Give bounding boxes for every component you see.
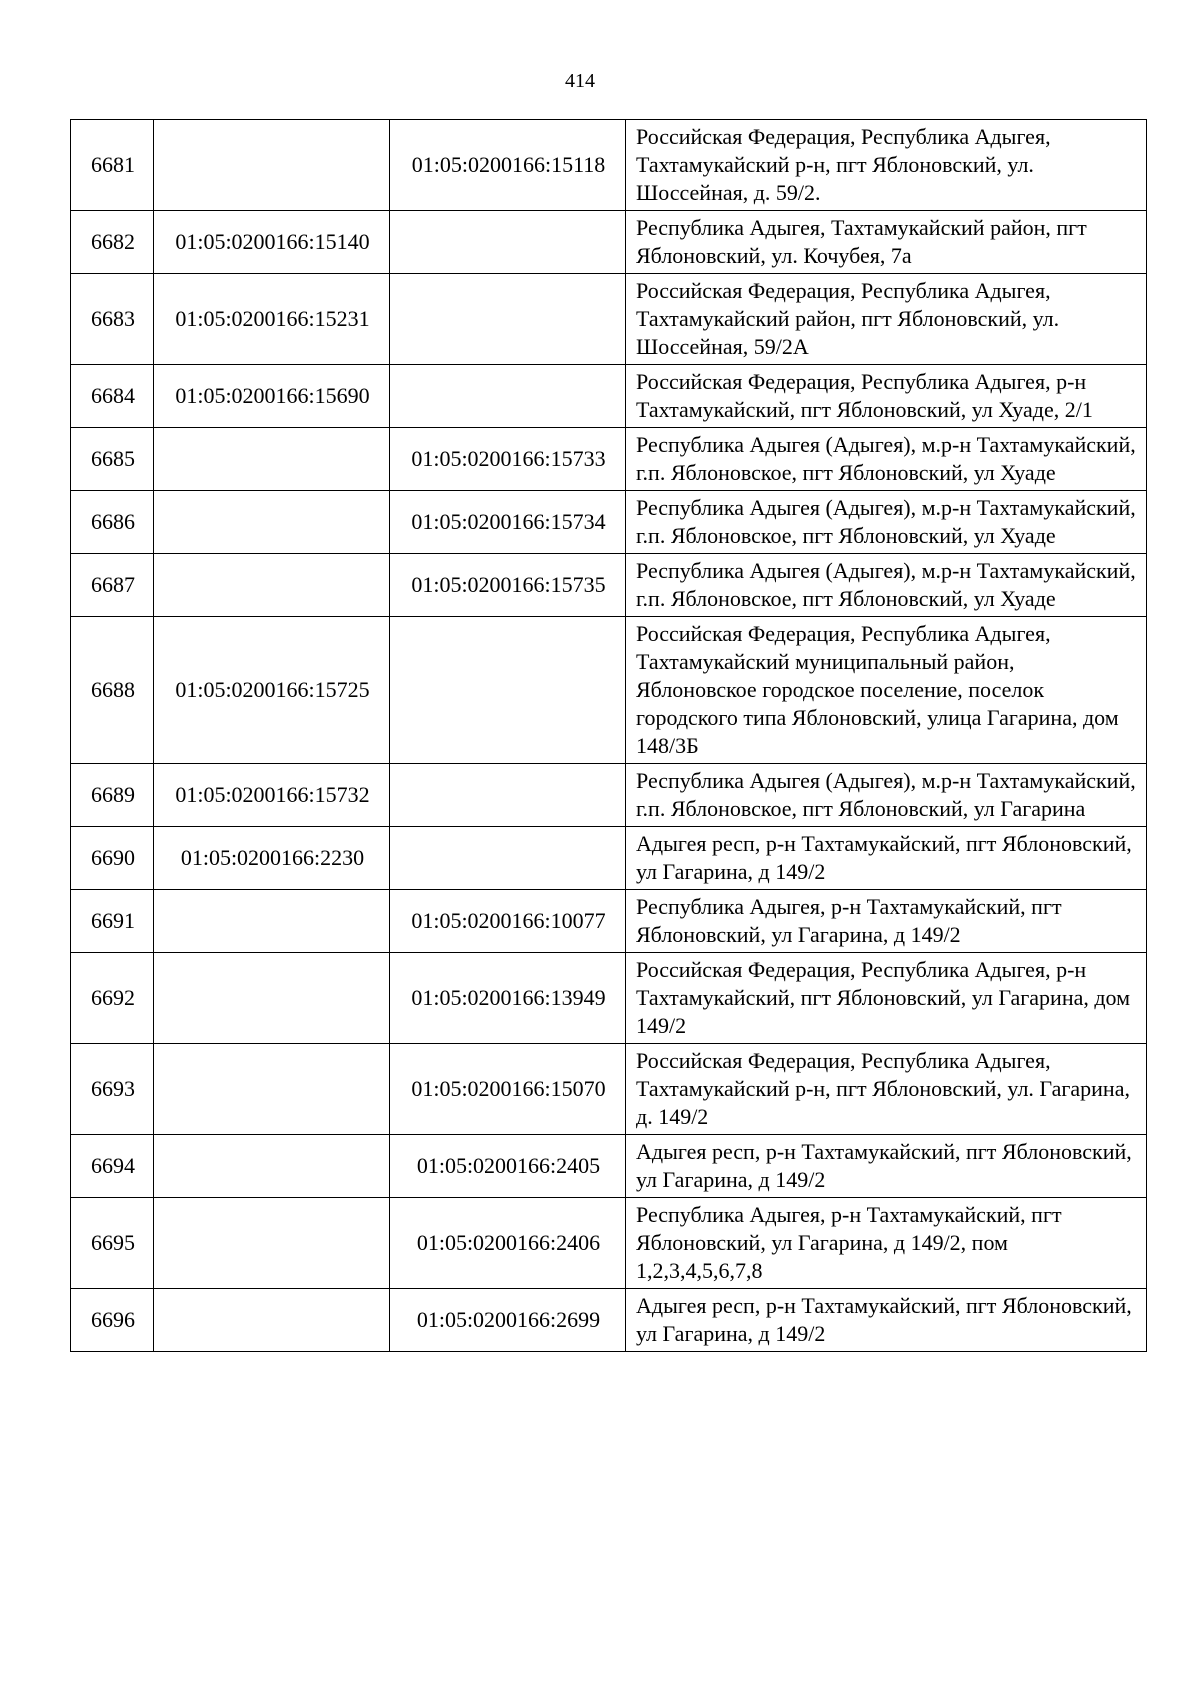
row-number-cell: 6691: [71, 890, 154, 953]
object-cadastral-number-cell: [390, 365, 626, 428]
table-row: [71, 274, 1147, 365]
address-cell: Республика Адыгея (Адыгея), м.р-н Тахтамукайский, г.п. Яблоновское, пгт Яблоновский, ул Гагарина: [626, 764, 1147, 827]
row-number-cell: 6695: [71, 1198, 154, 1289]
cadastral-number-cell: 01:05:0200166:15231: [154, 274, 390, 365]
object-cadastral-number-cell: [390, 211, 626, 274]
cadastral-number-cell: [154, 120, 390, 211]
row-number-cell: 6685: [71, 428, 154, 491]
page-number: 414: [565, 70, 595, 92]
address-cell: Республика Адыгея (Адыгея), м.р-н Тахтамукайский, г.п. Яблоновское, пгт Яблоновский, ул Хуаде: [626, 554, 1147, 617]
registry-table-body: [71, 120, 1147, 1352]
cadastral-number-cell: [154, 428, 390, 491]
row-number-cell: 6694: [71, 1135, 154, 1198]
table-row: [71, 1135, 1147, 1198]
row-number-cell: 6684: [71, 365, 154, 428]
cadastral-number-cell: [154, 1044, 390, 1135]
table-row: [71, 554, 1147, 617]
cadastral-number-cell: 01:05:0200166:15140: [154, 211, 390, 274]
cadastral-number-cell: 01:05:0200166:15690: [154, 365, 390, 428]
table-row: [71, 1044, 1147, 1135]
row-number-cell: 6683: [71, 274, 154, 365]
cadastral-number-cell: [154, 953, 390, 1044]
row-number-cell: 6690: [71, 827, 154, 890]
object-cadastral-number-cell: 01:05:0200166:2405: [390, 1135, 626, 1198]
table-row: [71, 120, 1147, 211]
row-number-cell: 6692: [71, 953, 154, 1044]
address-cell: Российская Федерация, Республика Адыгея, Тахтамукайский район, пгт Яблоновский, ул. Шоссейная, 59/2А: [626, 274, 1147, 365]
cadastral-number-cell: 01:05:0200166:15732: [154, 764, 390, 827]
row-number-cell: 6696: [71, 1289, 154, 1352]
address-cell: Российская Федерация, Республика Адыгея, р-н Тахтамукайский, пгт Яблоновский, ул Гагарина, дом 149/2: [626, 953, 1147, 1044]
table-row: [71, 953, 1147, 1044]
row-number-cell: 6687: [71, 554, 154, 617]
address-cell: Российская Федерация, Республика Адыгея, р-н Тахтамукайский, пгт Яблоновский, ул Хуаде, 2/1: [626, 365, 1147, 428]
table-row: [71, 1198, 1147, 1289]
object-cadastral-number-cell: [390, 274, 626, 365]
cadastral-number-cell: 01:05:0200166:15725: [154, 617, 390, 764]
table-row: [71, 211, 1147, 274]
table-row: [71, 428, 1147, 491]
table-row: [71, 764, 1147, 827]
address-cell: Российская Федерация, Республика Адыгея, Тахтамукайский р-н, пгт Яблоновский, ул. Гагарина, д. 149/2: [626, 1044, 1147, 1135]
cadastral-number-cell: [154, 890, 390, 953]
object-cadastral-number-cell: 01:05:0200166:2406: [390, 1198, 626, 1289]
cadastral-registry-table: [70, 119, 1147, 1352]
object-cadastral-number-cell: 01:05:0200166:15734: [390, 491, 626, 554]
row-number-cell: 6688: [71, 617, 154, 764]
object-cadastral-number-cell: 01:05:0200166:15070: [390, 1044, 626, 1135]
object-cadastral-number-cell: [390, 764, 626, 827]
table-row: [71, 617, 1147, 764]
address-cell: Республика Адыгея (Адыгея), м.р-н Тахтамукайский, г.п. Яблоновское, пгт Яблоновский, ул Хуаде: [626, 491, 1147, 554]
object-cadastral-number-cell: 01:05:0200166:10077: [390, 890, 626, 953]
table-row: [71, 890, 1147, 953]
address-cell: Адыгея респ, р-н Тахтамукайский, пгт Яблоновский, ул Гагарина, д 149/2: [626, 1289, 1147, 1352]
cadastral-number-cell: [154, 1289, 390, 1352]
table-row: [71, 365, 1147, 428]
address-cell: Российская Федерация, Республика Адыгея, Тахтамукайский муниципальный район, Яблоновское городское поселение, поселок городского типа Яблоновский, улица Гагарина, дом 148/3Б: [626, 617, 1147, 764]
object-cadastral-number-cell: [390, 617, 626, 764]
object-cadastral-number-cell: [390, 827, 626, 890]
row-number-cell: 6682: [71, 211, 154, 274]
table-row: [71, 1289, 1147, 1352]
object-cadastral-number-cell: 01:05:0200166:15735: [390, 554, 626, 617]
address-cell: Республика Адыгея, р-н Тахтамукайский, пгт Яблоновский, ул Гагарина, д 149/2: [626, 890, 1147, 953]
cadastral-number-cell: [154, 1198, 390, 1289]
cadastral-number-cell: 01:05:0200166:2230: [154, 827, 390, 890]
cadastral-number-cell: [154, 491, 390, 554]
address-cell: Республика Адыгея (Адыгея), м.р-н Тахтамукайский, г.п. Яблоновское, пгт Яблоновский, ул Хуаде: [626, 428, 1147, 491]
address-cell: Адыгея респ, р-н Тахтамукайский, пгт Яблоновский, ул Гагарина, д 149/2: [626, 1135, 1147, 1198]
row-number-cell: 6681: [71, 120, 154, 211]
cadastral-number-cell: [154, 554, 390, 617]
address-cell: Российская Федерация, Республика Адыгея, Тахтамукайский р-н, пгт Яблоновский, ул. Шоссейная, д. 59/2.: [626, 120, 1147, 211]
object-cadastral-number-cell: 01:05:0200166:15733: [390, 428, 626, 491]
object-cadastral-number-cell: 01:05:0200166:2699: [390, 1289, 626, 1352]
table-row: [71, 491, 1147, 554]
row-number-cell: 6686: [71, 491, 154, 554]
row-number-cell: 6693: [71, 1044, 154, 1135]
cadastral-number-cell: [154, 1135, 390, 1198]
address-cell: Республика Адыгея, р-н Тахтамукайский, пгт Яблоновский, ул Гагарина, д 149/2, пом 1,2,3,4,5,6,7,8: [626, 1198, 1147, 1289]
object-cadastral-number-cell: 01:05:0200166:15118: [390, 120, 626, 211]
row-number-cell: 6689: [71, 764, 154, 827]
address-cell: Адыгея респ, р-н Тахтамукайский, пгт Яблоновский, ул Гагарина, д 149/2: [626, 827, 1147, 890]
table-row: [71, 827, 1147, 890]
address-cell: Республика Адыгея, Тахтамукайский район, пгт Яблоновский, ул. Кочубея, 7а: [626, 211, 1147, 274]
object-cadastral-number-cell: 01:05:0200166:13949: [390, 953, 626, 1044]
